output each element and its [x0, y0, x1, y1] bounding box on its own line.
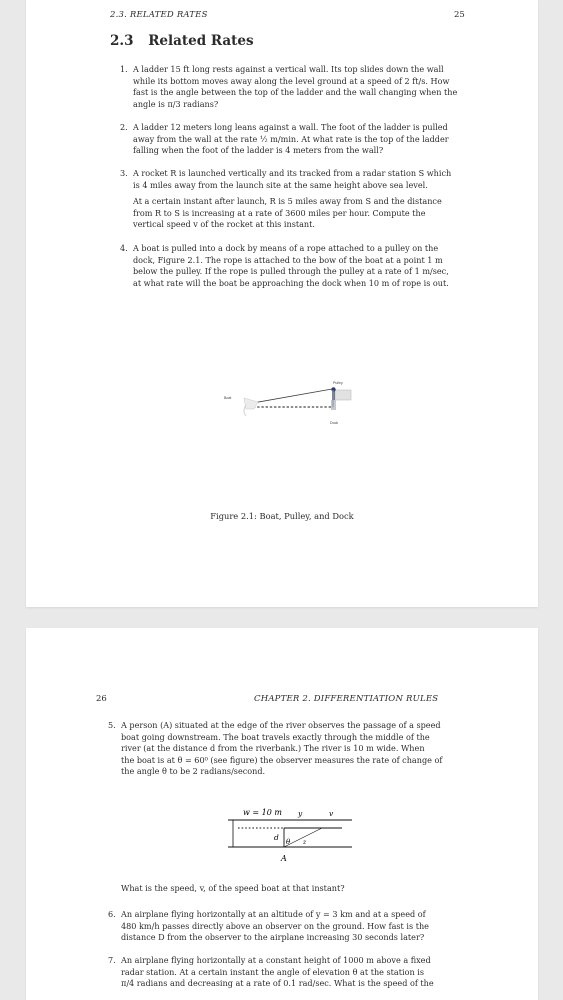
text-line: radar station. At a certain instant the angle of elevation θ at the station is: [121, 966, 424, 977]
text-line: from R to S is increasing at a rate of 3600 miles per hour. Compute the: [133, 207, 426, 218]
text-line: angle is π/3 radians?: [133, 98, 219, 109]
d-label: d: [274, 833, 279, 842]
section-heading: [110, 33, 254, 49]
problem-2: [120, 122, 466, 157]
text-line: An airplane flying horizontally at an altitude of y = 3 km and at a speed of: [121, 909, 426, 919]
z-label: z: [303, 839, 307, 846]
problem-number: 7.: [108, 955, 116, 965]
section-title: Related Rates: [148, 33, 254, 49]
boat-pulley-dock-figure: [216, 376, 356, 428]
observer-a-label: A: [281, 854, 287, 863]
text-line: below the pulley. If the rope is pulled through the pulley at a rate of 1 m/sec,: [133, 266, 449, 277]
problem-5-question: What is the speed, v, of the speed boat at that instant?: [121, 883, 345, 893]
problem-3: [120, 168, 466, 231]
text-line: A ladder 15 ft long rests against a vertical wall. Its top slides down the wall: [133, 64, 444, 74]
text-line: An airplane flying horizontally at a constant height of 1000 m above a fixed: [121, 955, 431, 965]
text-line: the boat is at θ = 60⁰ (see figure) the observer measures the rate of change of: [121, 754, 443, 765]
theta-label: θ: [286, 838, 291, 846]
text-line: at what rate will the boat be approaching the dock when 10 m of rope is out.: [133, 277, 449, 288]
text-line: π/4 radians and decreasing at a rate of 0.1 rad/sec. What is the speed of the: [121, 978, 434, 989]
y-label: y: [298, 809, 303, 818]
width-label: w = 10 m: [243, 808, 282, 817]
river-figure: [226, 791, 356, 871]
text-line: dock, Figure 2.1. The rope is attached to the bow of the boat at a point 1 m: [133, 254, 443, 265]
problem-number: 5.: [108, 720, 116, 730]
text-line: distance D from the observer to the airplane increasing 30 seconds later?: [121, 932, 425, 943]
text-line: the angle θ to be 2 radians/second.: [121, 766, 266, 777]
text-line: is 4 miles away from the launch site at the same height above sea level.: [133, 179, 428, 190]
problem-4: [120, 243, 466, 289]
text-line: At a certain instant after launch, R is 5 miles away from S and the distance: [133, 196, 442, 207]
text-line: fast is the angle between the top of the ladder and the wall changing when the: [133, 87, 458, 98]
problem-1: [120, 64, 466, 110]
page-26: [26, 628, 538, 1000]
pulley-label: Pulley: [333, 381, 343, 385]
problem-number: 2.: [120, 122, 128, 132]
section-number: 2.3: [110, 33, 134, 49]
boat-label: Boat: [224, 396, 232, 400]
problem-6: [108, 909, 454, 944]
text-line: away from the wall at the rate ½ m/min. At what rate is the top of the ladder: [133, 133, 449, 144]
boat-hull: [244, 405, 246, 416]
problem-number: 3.: [120, 168, 128, 178]
text-line: A rocket R is launched vertically and its tracked from a radar station S which: [133, 168, 452, 178]
text-line: while its bottom moves away along the level ground at a speed of 2 ft/s. How: [133, 75, 450, 86]
text-line: river (at the distance d from the riverbank.) The river is 10 m wide. When: [121, 743, 425, 754]
text-line: 480 km/h passes directly above an observer on the ground. How fast is the: [121, 920, 429, 931]
text-line: falling when the foot of the ladder is 4 meters from the wall?: [133, 145, 384, 156]
figure-caption: Figure 2.1: Boat, Pulley, and Dock: [210, 511, 354, 521]
problem-7: [108, 955, 454, 990]
v-label: v: [329, 809, 334, 818]
text-line: A boat is pulled into a dock by means of a rope attached to a pulley on the: [133, 243, 439, 253]
problem-5: [108, 720, 454, 778]
page-25: [26, 0, 538, 607]
problem-number: 1.: [120, 64, 128, 74]
boat-shape: [244, 398, 258, 409]
text-line: A person (A) situated at the edge of the river observes the passage of a speed: [121, 720, 441, 730]
rope-line: [253, 389, 332, 403]
text-line: A ladder 12 meters long leans against a wall. The foot of the ladder is pulled: [133, 122, 448, 132]
problem-number: 4.: [120, 243, 128, 253]
running-head: 2.3. RELATED RATES: [110, 10, 208, 20]
page-number: 25: [454, 10, 465, 20]
dock-label: Dock: [330, 421, 339, 425]
text-line: vertical speed v of the rocket at this instant.: [133, 219, 315, 230]
page-number: 26: [96, 694, 107, 704]
problem-number: 6.: [108, 909, 116, 919]
text-line: boat going downstream. The boat travels exactly through the middle of the: [121, 731, 430, 742]
running-head: CHAPTER 2. DIFFERENTIATION RULES: [254, 694, 439, 704]
